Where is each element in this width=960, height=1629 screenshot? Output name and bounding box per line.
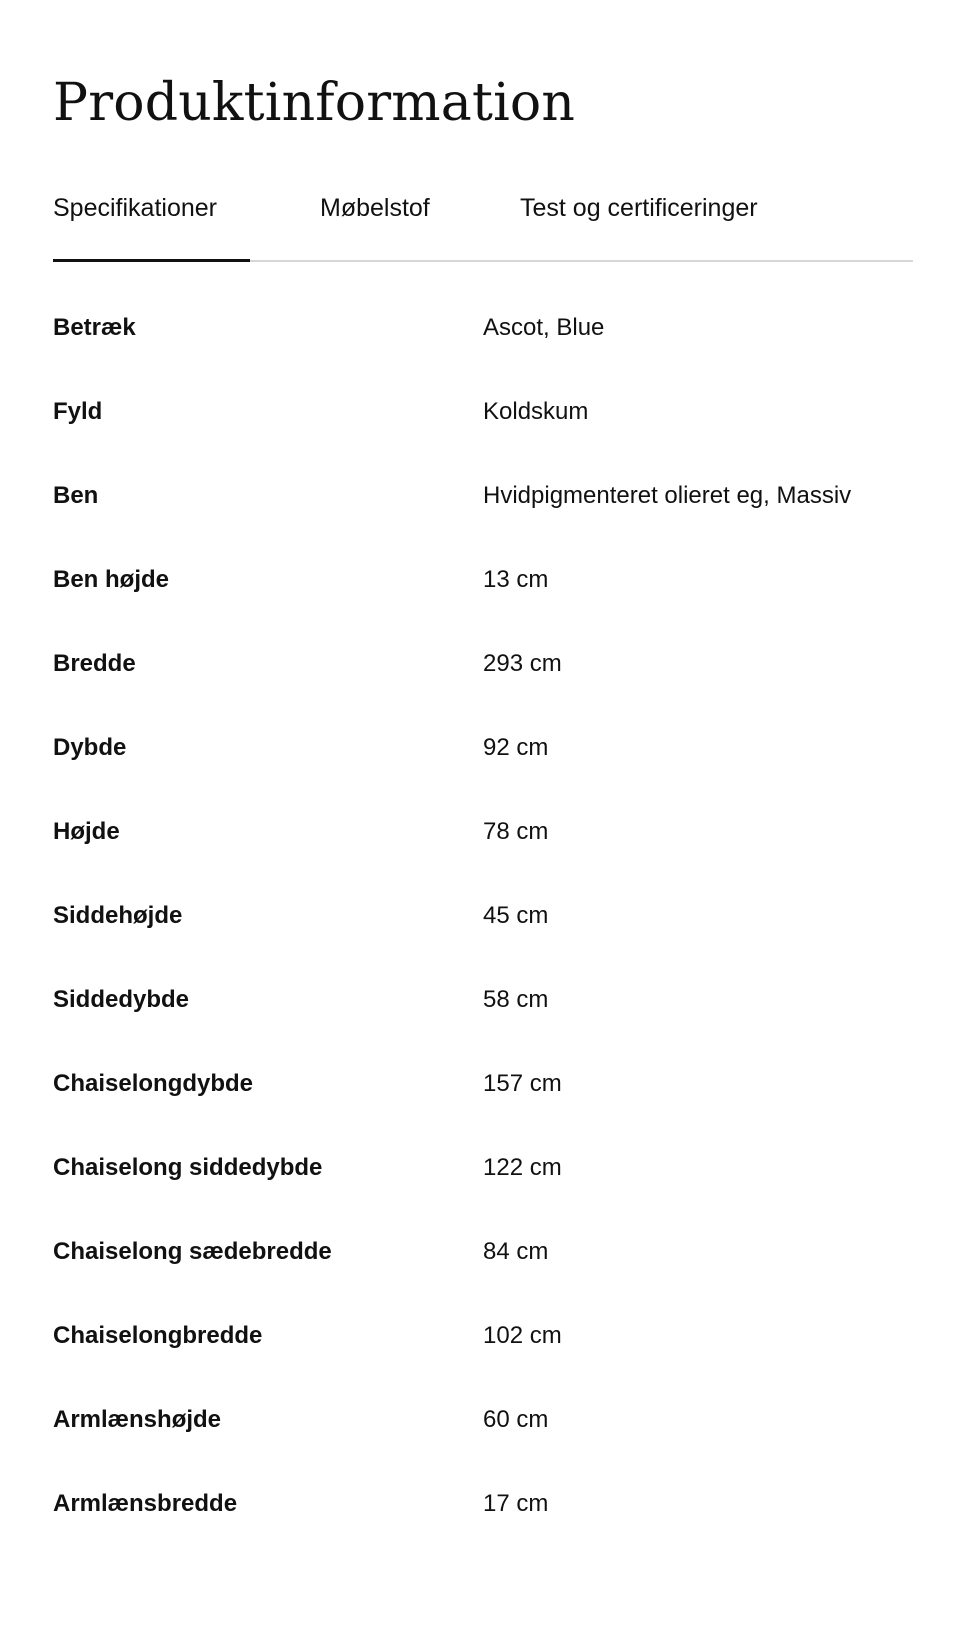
spec-label: Chaiselong sædebredde <box>53 1238 332 1265</box>
spec-label: Chaiselong siddedybde <box>53 1154 323 1181</box>
spec-value: Ascot, Blue <box>483 314 605 341</box>
spec-value: 102 cm <box>483 1322 562 1349</box>
spec-value: 45 cm <box>483 902 549 929</box>
page-title: Produktinformation <box>53 73 576 133</box>
spec-label: Siddedybde <box>53 986 190 1013</box>
spec-value: 122 cm <box>483 1154 562 1181</box>
spec-label: Ben <box>53 482 99 509</box>
spec-label: Armlænsbredde <box>53 1490 238 1517</box>
spec-row-cover <box>53 310 913 394</box>
spec-row-seat-depth <box>53 982 913 1066</box>
spec-value: 58 cm <box>483 986 549 1013</box>
spec-row-legs <box>53 478 913 562</box>
spec-value: 157 cm <box>483 1070 562 1097</box>
spec-label: Armlænshøjde <box>53 1406 222 1433</box>
spec-row-seat-height <box>53 898 913 982</box>
spec-value: 78 cm <box>483 818 549 845</box>
spec-row-chaise-depth <box>53 1066 913 1150</box>
tab-upholstery[interactable]: Møbelstof <box>320 194 430 222</box>
tab-tests-certifications[interactable]: Test og certificeringer <box>520 194 758 222</box>
spec-label: Chaiselongbredde <box>53 1322 263 1349</box>
spec-row-chaise-seat-depth <box>53 1150 913 1234</box>
spec-value: 84 cm <box>483 1238 549 1265</box>
spec-row-filling <box>53 394 913 478</box>
spec-row-armrest-width <box>53 1486 913 1570</box>
spec-value: Hvidpigmenteret olieret eg, Massiv <box>483 482 852 509</box>
spec-value: 13 cm <box>483 566 549 593</box>
tab-specifications[interactable]: Specifikationer <box>53 188 250 260</box>
spec-label: Siddehøjde <box>53 902 183 929</box>
spec-label: Chaiselongdybde <box>53 1070 254 1097</box>
spec-label: Betræk <box>53 314 136 341</box>
spec-row-depth <box>53 730 913 814</box>
spec-list <box>53 310 913 1570</box>
spec-label: Ben højde <box>53 566 170 593</box>
spec-row-leg-height <box>53 562 913 646</box>
spec-row-width <box>53 646 913 730</box>
spec-value: 293 cm <box>483 650 562 677</box>
tab-bar <box>53 188 913 262</box>
spec-row-height <box>53 814 913 898</box>
spec-value: 92 cm <box>483 734 549 761</box>
spec-value: 17 cm <box>483 1490 549 1517</box>
spec-value: Koldskum <box>483 398 589 425</box>
spec-row-chaise-seat-width <box>53 1234 913 1318</box>
spec-value: 60 cm <box>483 1406 549 1433</box>
spec-row-chaise-width <box>53 1318 913 1402</box>
spec-row-armrest-height <box>53 1402 913 1486</box>
spec-label: Dybde <box>53 734 127 761</box>
spec-label: Fyld <box>53 398 103 425</box>
spec-label: Bredde <box>53 650 136 677</box>
spec-label: Højde <box>53 818 120 845</box>
